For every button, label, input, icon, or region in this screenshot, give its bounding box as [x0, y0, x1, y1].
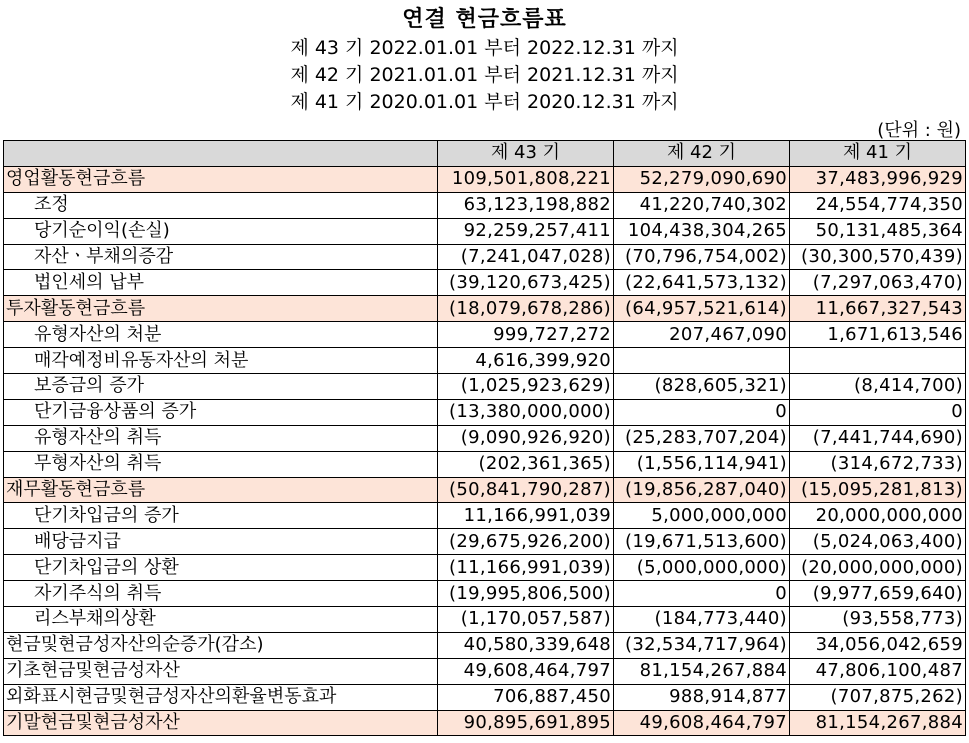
row-label: 보증금의 증가 — [4, 374, 438, 400]
table-row — [4, 658, 966, 684]
table-row — [4, 399, 966, 425]
value-cell-41: 81,154,267,884 — [790, 710, 966, 736]
value-cell-42: (184,773,440) — [614, 607, 790, 633]
value-cell-41: 24,554,774,350 — [790, 192, 966, 218]
table-row — [4, 529, 966, 555]
period-line-41: 제 41 기 2020.01.01 부터 2020.12.31 까지 — [290, 91, 679, 113]
table-body — [4, 166, 966, 736]
value-cell-41: (7,441,744,690) — [790, 425, 966, 451]
value-cell-43: (13,380,000,000) — [438, 399, 614, 425]
row-label: 영업활동현금흐름 — [4, 166, 438, 192]
row-label: 법인세의 납부 — [4, 270, 438, 296]
value-cell-43: (11,166,991,039) — [438, 555, 614, 581]
header-col-42: 제 42 기 — [614, 141, 790, 167]
table-row — [4, 270, 966, 296]
value-cell-41: (7,297,063,470) — [790, 270, 966, 296]
value-cell-43: 63,123,198,882 — [438, 192, 614, 218]
row-label: 기초현금및현금성자산 — [4, 658, 438, 684]
value-cell-42: (25,283,707,204) — [614, 425, 790, 451]
value-cell-42: (1,556,114,941) — [614, 451, 790, 477]
table-row — [4, 348, 966, 374]
value-cell-43: (1,025,923,629) — [438, 374, 614, 400]
value-cell-42: (22,641,573,132) — [614, 270, 790, 296]
table-row — [4, 477, 966, 503]
value-cell-42: 988,914,877 — [614, 684, 790, 710]
row-label: 단기금융상품의 증가 — [4, 399, 438, 425]
value-cell-42: (64,957,521,614) — [614, 296, 790, 322]
value-cell-42: 104,438,304,265 — [614, 218, 790, 244]
table-row — [4, 684, 966, 710]
table-row — [4, 555, 966, 581]
value-cell-42: 52,279,090,690 — [614, 166, 790, 192]
value-cell-41: 11,667,327,543 — [790, 296, 966, 322]
value-cell-43: (18,079,678,286) — [438, 296, 614, 322]
header-row — [4, 141, 966, 167]
value-cell-43: 40,580,339,648 — [438, 632, 614, 658]
value-cell-41: 1,671,613,546 — [790, 322, 966, 348]
value-cell-41: 20,000,000,000 — [790, 503, 966, 529]
row-label: 투자활동현금흐름 — [4, 296, 438, 322]
value-cell-43: (39,120,673,425) — [438, 270, 614, 296]
row-label: 조정 — [4, 192, 438, 218]
value-cell-42: (5,000,000,000) — [614, 555, 790, 581]
table-row — [4, 503, 966, 529]
header-col-43: 제 43 기 — [438, 141, 614, 167]
value-cell-42: (19,671,513,600) — [614, 529, 790, 555]
table-row — [4, 632, 966, 658]
value-cell-42: 49,608,464,797 — [614, 710, 790, 736]
value-cell-41: 37,483,996,929 — [790, 166, 966, 192]
table-row — [4, 218, 966, 244]
row-label: 배당금지급 — [4, 529, 438, 555]
value-cell-42: 5,000,000,000 — [614, 503, 790, 529]
value-cell-41: (15,095,281,813) — [790, 477, 966, 503]
row-label: 단기차입금의 상환 — [4, 555, 438, 581]
table-row — [4, 451, 966, 477]
value-cell-41: 34,056,042,659 — [790, 632, 966, 658]
value-cell-42: 81,154,267,884 — [614, 658, 790, 684]
value-cell-43: (50,841,790,287) — [438, 477, 614, 503]
value-cell-42 — [614, 348, 790, 374]
row-label: 단기차입금의 증가 — [4, 503, 438, 529]
value-cell-41: (20,000,000,000) — [790, 555, 966, 581]
row-label: 유형자산의 취득 — [4, 425, 438, 451]
value-cell-43: (9,090,926,920) — [438, 425, 614, 451]
header-label-cell — [4, 141, 438, 167]
value-cell-42: (828,605,321) — [614, 374, 790, 400]
value-cell-41: (5,024,063,400) — [790, 529, 966, 555]
unit-label: (단위 : 원) — [877, 120, 961, 141]
table-row — [4, 296, 966, 322]
row-label: 매각예정비유동자산의 처분 — [4, 348, 438, 374]
table-row — [4, 374, 966, 400]
value-cell-43: 90,895,691,895 — [438, 710, 614, 736]
value-cell-42: 41,220,740,302 — [614, 192, 790, 218]
statement-title: 연결 현금흐름표 — [402, 7, 567, 32]
table-row — [4, 581, 966, 607]
value-cell-41: (8,414,700) — [790, 374, 966, 400]
table-row — [4, 166, 966, 192]
value-cell-43: 109,501,808,221 — [438, 166, 614, 192]
value-cell-42: (32,534,717,964) — [614, 632, 790, 658]
value-cell-41: (9,977,659,640) — [790, 581, 966, 607]
value-cell-43: (29,675,926,200) — [438, 529, 614, 555]
period-line-43: 제 43 기 2022.01.01 부터 2022.12.31 까지 — [290, 37, 679, 59]
row-label: 유형자산의 처분 — [4, 322, 438, 348]
row-label: 재무활동현금흐름 — [4, 477, 438, 503]
value-cell-41 — [790, 348, 966, 374]
table-row — [4, 425, 966, 451]
row-label: 외화표시현금및현금성자산의환율변동효과 — [4, 684, 438, 710]
value-cell-42: (19,856,287,040) — [614, 477, 790, 503]
row-label: 기말현금및현금성자산 — [4, 710, 438, 736]
row-label: 리스부채의상환 — [4, 607, 438, 633]
value-cell-43: 999,727,272 — [438, 322, 614, 348]
table-row — [4, 244, 966, 270]
table-row — [4, 322, 966, 348]
value-cell-41: (30,300,570,439) — [790, 244, 966, 270]
value-cell-43: 4,616,399,920 — [438, 348, 614, 374]
value-cell-42: 0 — [614, 581, 790, 607]
value-cell-42: 207,467,090 — [614, 322, 790, 348]
value-cell-43: 11,166,991,039 — [438, 503, 614, 529]
value-cell-41: (314,672,733) — [790, 451, 966, 477]
value-cell-43: 706,887,450 — [438, 684, 614, 710]
row-label: 무형자산의 취득 — [4, 451, 438, 477]
cash-flow-table — [3, 140, 966, 736]
value-cell-43: 92,259,257,411 — [438, 218, 614, 244]
row-label: 현금및현금성자산의순증가(감소) — [4, 632, 438, 658]
header-col-41: 제 41 기 — [790, 141, 966, 167]
value-cell-43: (202,361,365) — [438, 451, 614, 477]
row-label: 당기순이익(손실) — [4, 218, 438, 244]
value-cell-43: 49,608,464,797 — [438, 658, 614, 684]
row-label: 자기주식의 취득 — [4, 581, 438, 607]
period-line-42: 제 42 기 2021.01.01 부터 2021.12.31 까지 — [290, 64, 679, 86]
value-cell-42: 0 — [614, 399, 790, 425]
row-label: 자산ㆍ부채의증감 — [4, 244, 438, 270]
value-cell-43: (19,995,806,500) — [438, 581, 614, 607]
value-cell-41: (93,558,773) — [790, 607, 966, 633]
value-cell-43: (7,241,047,028) — [438, 244, 614, 270]
value-cell-41: 47,806,100,487 — [790, 658, 966, 684]
value-cell-41: (707,875,262) — [790, 684, 966, 710]
value-cell-41: 50,131,485,364 — [790, 218, 966, 244]
value-cell-43: (1,170,057,587) — [438, 607, 614, 633]
table-row — [4, 607, 966, 633]
table-row — [4, 192, 966, 218]
value-cell-42: (70,796,754,002) — [614, 244, 790, 270]
value-cell-41: 0 — [790, 399, 966, 425]
table-row — [4, 710, 966, 736]
